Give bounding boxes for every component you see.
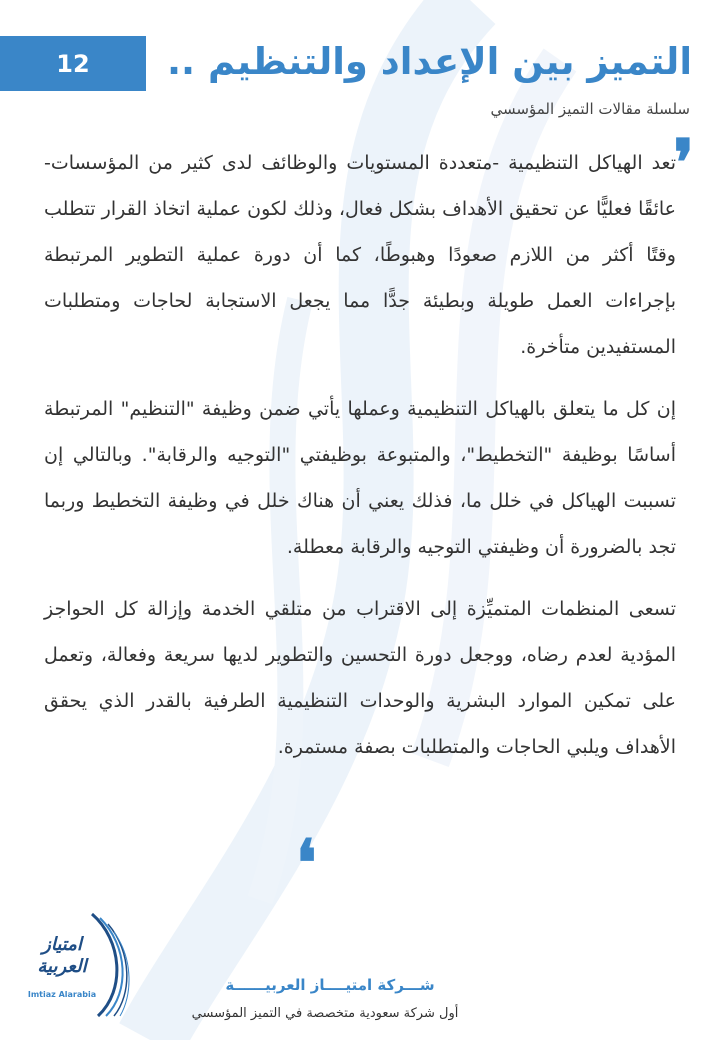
quote-open-icon: ❜ (673, 126, 694, 201)
page-number-badge (0, 36, 146, 91)
quote-close-icon: ❛ (296, 826, 317, 901)
paragraph-2: إن كل ما يتعلق بالهياكل التنظيمية وعملها يأتي ضمن وظيفة "التنظيم" المرتبطة أساسًا بوظيفة "التخطيط"، والمتبوعة بوظيفتي "التوجيه والرقابة". وبالتالي إن تسببت الهياكل في خلل ما، فذلك يعني أن هناك خلل في وظيفة التخطيط وربما تجد بالضرورة أن وظيفتي التوجيه والرقابة معطلة. (44, 398, 676, 558)
company-name: شـــركة امتيــــاز العربيــــــة (225, 976, 435, 994)
article-title: التميز بين الإعداد والتنظيم .. (166, 40, 692, 83)
paragraph-3: تسعى المنظمات المتميِّزة إلى الاقتراب من متلقي الخدمة وإزالة كل الحواجز المؤدية لعدم رضاه، ووجعل دورة التحسين والتطوير لديها سريعة وفعالة، وتعمل على تمكين الموارد البشرية والوحدات التنظيمية الطرفية بالقدر الذي يحقق الأهداف ويلبي الحاجات والمتطلبات بصفة مستمرة. (44, 598, 676, 758)
series-subtitle: سلسلة مقالات التميز المؤسسي (490, 100, 690, 118)
page-number: 12 (56, 49, 90, 78)
logo-name-arabic: امتياز العربية (37, 934, 87, 977)
article-body (44, 140, 676, 786)
paragraph-1: تعد الهياكل التنظيمية -متعددة المستويات والوظائف لدى كثير من المؤسسات- عائقًا فعليًّا عن تحقيق الأهداف بشكل فعال، وذلك لكون عملية اتخاذ القرار تتطلب وقتًا أكثر من اللازم صعودًا وهبوطًا، كما أن دورة عملية التطوير المرتبطة بإجراءات العمل طويلة وبطيئة جدًّا مما يجعل الاستجابة لحاجات ومتطلبات المستفيدين متأخرة. (44, 152, 676, 358)
logo-name-english: Imtiaz Alarabia (27, 990, 97, 999)
company-tagline: أول شركة سعودية متخصصة في التميز المؤسسي (191, 1006, 459, 1021)
company-logo (22, 910, 134, 1018)
